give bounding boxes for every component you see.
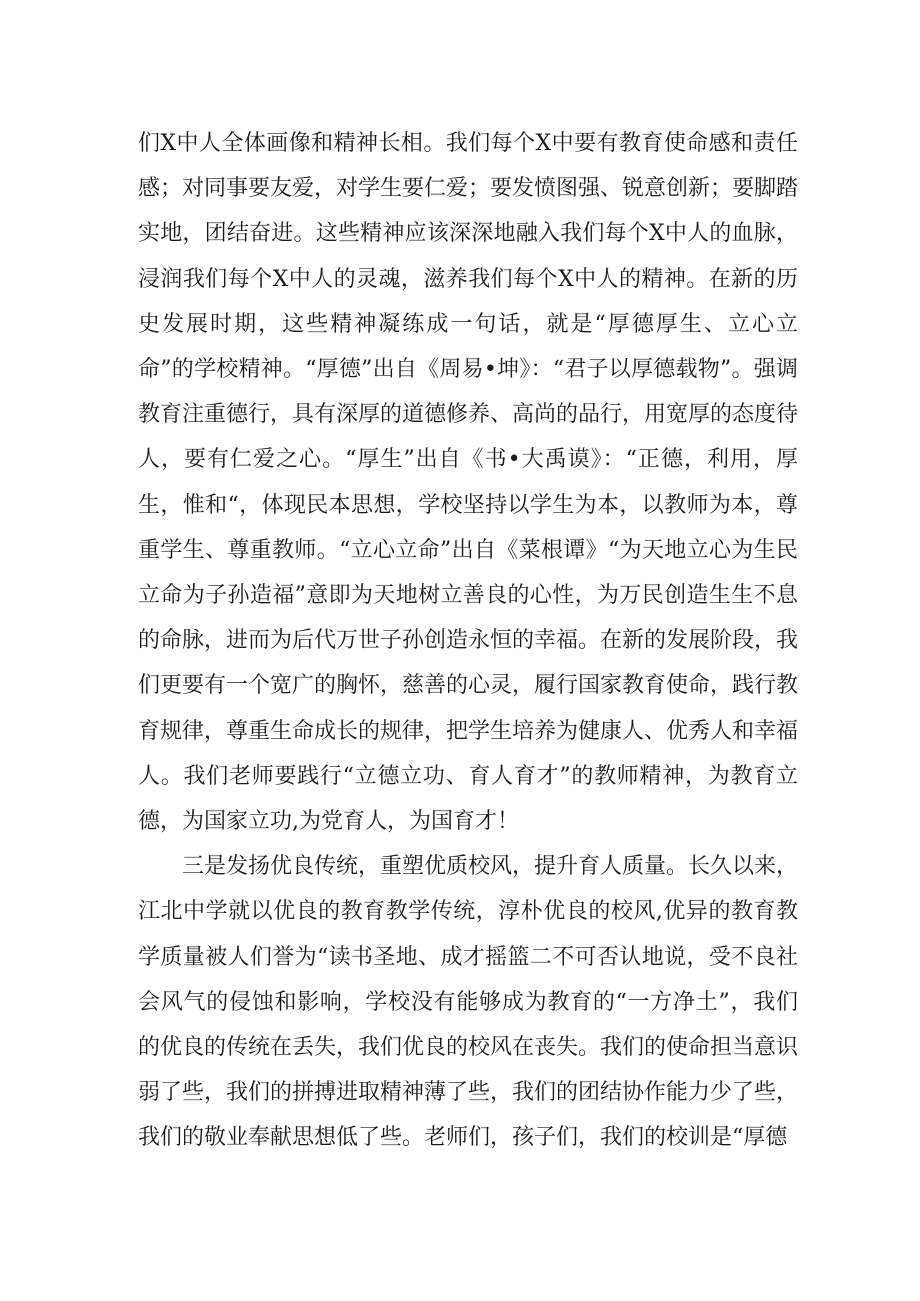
body-text [138,121,798,1161]
paragraph-three: 三是发扬优良传统，重塑优质校风，提升育人质量。长久以来，江北中学就以优良的教育教学传统，淳朴优良的校风,优异的教育教学质量被人们誉为“读书圣地、成才摇篮二不可否认地说，受不良社会风气的侵蚀和影响，学校没有能够成为教育的“一方净土”，我们的优良的传统在丢失，我们优良的校风在丧失。我们的使命担当意识弱了些，我们的拼搏进取精神薄了些，我们的团结协作能力少了些，我们的敬业奉献思想低了些。老师们，孩子们，我们的校训是“厚德 [138,854,799,1151]
paragraph-continued: 们X中人全体画像和精神长相。我们每个X中要有教育使命感和责任感；对同事要友爱，对学生要仁爱；要发愤图强、锐意创新；要脚踏实地，团结奋进。这些精神应该深深地融入我们每个X中人的血脉，浸润我们每个X中人的灵魂，滋养我们每个X中人的精神。在新的历史发展时期，这些精神凝练成一句话，就是“厚德厚生、立心立命”的学校精神。“厚德”出自《周易•坤》：“君子以厚德载物”。强调教育注重德行，具有深厚的道德修养、高尚的品行，用宽厚的态度待人，要有仁爱之心。“厚生”出自《书•大禹谟》：“正德，利用，厚生，惟和“，体现民本思想，学校坚持以学生为本，以教师为本，尊重学生、尊重教师。“立心立命”出自《菜根谭》“为天地立心为生民立命为子孙造福”意即为天地树立善良的心性，为万民创造生生不息的命脉，进而为后代万世子孙创造永恒的幸福。在新的发展阶段，我们更要有一个宽广的胸怀，慈善的心灵，履行国家教育使命，践行教育规律，尊重生命成长的规律，把学生培养为健康人、优秀人和幸福人。我们老师要践行“立德立功、育人育才”的教师精神，为教育立德，为国家立功,为党育人，为国育才！ [138,131,799,835]
